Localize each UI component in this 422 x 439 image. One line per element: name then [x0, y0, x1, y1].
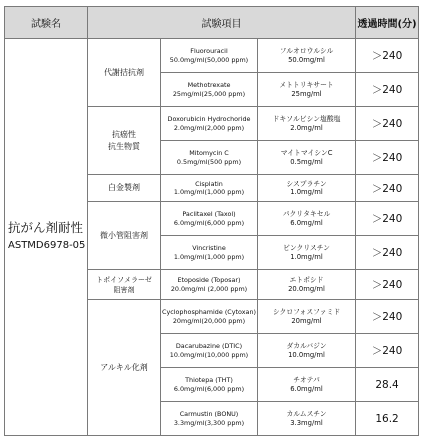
drug-jp-concentration: 50.0mg/ml: [288, 55, 325, 64]
drug-jp-name: ダカルバジン: [286, 342, 327, 351]
permeation-time-value: 16.2: [356, 402, 419, 436]
drug-jp-concentration: 1.0mg/ml: [290, 188, 323, 196]
drug-en-cell: [161, 270, 258, 300]
drug-en-cell: [161, 236, 258, 270]
drug-en-concentration: 2.0mg/ml(2,000 ppm): [173, 123, 245, 132]
drug-jp-name: エトポシド: [289, 276, 324, 285]
drug-en-name: Etoposide (Toposar): [177, 276, 241, 285]
drug-jp-name: マイトマイシンC: [280, 149, 333, 158]
permeation-time-value: ＞240: [356, 39, 419, 73]
drug-en-concentration: 25mg/ml(25,000 ppm): [172, 89, 246, 98]
drug-en-name: Cisplatin: [195, 179, 223, 188]
drug-en-cell: [161, 334, 258, 368]
permeation-time-value: ＞240: [356, 175, 419, 202]
category-topoisomerase: [88, 270, 161, 300]
chemotherapy-resistance-table: [4, 6, 419, 436]
permeation-time-value: ＞240: [356, 300, 419, 334]
permeation-time-value: ＞240: [356, 270, 419, 300]
header-test-items: 試験項目: [88, 7, 356, 39]
drug-en-concentration: 1.0mg/ml(1,000 ppm): [173, 188, 245, 196]
permeation-time-value: 28.4: [356, 368, 419, 402]
drug-jp-cell: [258, 39, 356, 73]
drug-en-cell: [161, 73, 258, 107]
header-test-name: 試験名: [5, 7, 88, 39]
drug-jp-cell: [258, 107, 356, 141]
drug-jp-name: シスプラチン: [286, 179, 327, 188]
drug-jp-cell: [258, 368, 356, 402]
header-permeation-time: 透過時間(分): [356, 7, 419, 39]
drug-en-name: Dacarubazine (DTIC): [175, 342, 243, 351]
drug-jp-concentration: 3.3mg/ml: [290, 418, 323, 427]
permeation-time-value: ＞240: [356, 107, 419, 141]
drug-en-name: Methotrexate: [187, 81, 231, 90]
permeation-time-value: ＞240: [356, 334, 419, 368]
drug-jp-name: パクリタキセル: [282, 210, 331, 219]
drug-en-concentration: 0.5mg/ml(500 ppm): [176, 157, 242, 166]
category-topoisomerase-line2: 阻害剤: [113, 285, 135, 294]
drug-jp-cell: [258, 202, 356, 236]
drug-jp-cell: [258, 270, 356, 300]
drug-en-concentration: 10.0mg/ml(10,000 ppm): [169, 350, 249, 359]
drug-jp-name: フルオロウルシル: [279, 47, 334, 56]
drug-jp-name: ビンクリスチン: [283, 244, 330, 253]
category-antitumor-line2: 抗生物質: [108, 141, 140, 151]
drug-en-name: Vincristine: [192, 244, 226, 253]
test-title: 抗がん剤耐性: [8, 220, 84, 235]
drug-jp-cell: [258, 73, 356, 107]
drug-en-concentration: 3.3mg/ml(3,300 ppm): [173, 418, 245, 427]
drug-en-cell: [161, 39, 258, 73]
drug-jp-concentration: 20mg/ml: [291, 316, 322, 325]
drug-en-cell: [161, 141, 258, 175]
drug-jp-concentration: 25mg/ml: [291, 89, 322, 98]
drug-jp-cell: [258, 300, 356, 334]
permeation-time-value: ＞240: [356, 202, 419, 236]
drug-en-concentration: 6.0mg/ml(6,000 ppm): [173, 218, 245, 227]
drug-en-name: Paclitaxel (Taxol): [182, 210, 236, 219]
drug-en-cell: [161, 300, 258, 334]
drug-jp-cell: [258, 236, 356, 270]
drug-en-concentration: 50.0mg/ml(50,000 ppm): [169, 55, 249, 64]
drug-jp-concentration: 2.0mg/ml: [290, 123, 323, 132]
category-alkylating: アルキル化剤: [88, 300, 161, 436]
drug-jp-concentration: 6.0mg/ml: [290, 218, 323, 227]
drug-en-cell: [161, 107, 258, 141]
category-platinum: 白金製剤: [88, 175, 161, 202]
drug-jp-name: シクロフォスファミド: [272, 308, 341, 317]
drug-en-cell: [161, 368, 258, 402]
drug-en-name: Fluorouracil: [190, 47, 228, 56]
category-topoisomerase-line1: トポイソメラーゼ: [96, 275, 152, 284]
drug-jp-cell: [258, 402, 356, 436]
drug-en-name: Mitomycin C: [189, 149, 229, 158]
drug-en-cell: [161, 402, 258, 436]
drug-jp-cell: [258, 175, 356, 202]
drug-jp-name: メトトリキサート: [279, 81, 334, 90]
drug-jp-name: ドキソルビシン塩酸塩: [272, 115, 341, 124]
drug-jp-name: カルムスチン: [286, 410, 327, 419]
drug-en-name: Carmustin (BONU): [179, 410, 239, 419]
drug-jp-name: チオテパ: [293, 376, 320, 385]
drug-en-concentration: 20.0mg/ml (2,000 ppm): [170, 284, 248, 293]
drug-en-concentration: 20mg/ml(20,000 ppm): [172, 316, 246, 325]
drug-en-name: Doxorubicin Hydrochoride: [167, 115, 251, 124]
table-row: [5, 39, 419, 73]
test-name-cell: [5, 39, 88, 436]
drug-jp-concentration: 20.0mg/ml: [288, 284, 325, 293]
drug-en-name: Cyclophosphamide (Cytoxan): [161, 308, 257, 317]
drug-jp-concentration: 10.0mg/ml: [288, 350, 325, 359]
permeation-time-value: ＞240: [356, 73, 419, 107]
header-row: [5, 7, 419, 39]
category-antitumor-antibiotic: [88, 107, 161, 175]
test-standard: ASTMD6978-05: [8, 240, 86, 251]
drug-en-name: Thiotepa (THT): [185, 376, 233, 385]
category-microtubule: 微小管阻害剤: [88, 202, 161, 270]
drug-en-concentration: 1.0mg/ml(1,000 ppm): [173, 252, 245, 261]
category-antimetabolite: 代謝拮抗剤: [88, 39, 161, 107]
category-antitumor-line1: 抗癌性: [112, 129, 136, 139]
drug-en-concentration: 6.0mg/ml(6,000 ppm): [173, 384, 245, 393]
drug-jp-cell: [258, 334, 356, 368]
drug-jp-concentration: 1.0mg/ml: [290, 252, 323, 261]
drug-jp-concentration: 6.0mg/ml: [290, 384, 323, 393]
drug-en-cell: [161, 175, 258, 202]
drug-en-cell: [161, 202, 258, 236]
drug-jp-cell: [258, 141, 356, 175]
permeation-time-value: ＞240: [356, 236, 419, 270]
permeation-time-value: ＞240: [356, 141, 419, 175]
drug-jp-concentration: 0.5mg/ml: [290, 157, 323, 166]
